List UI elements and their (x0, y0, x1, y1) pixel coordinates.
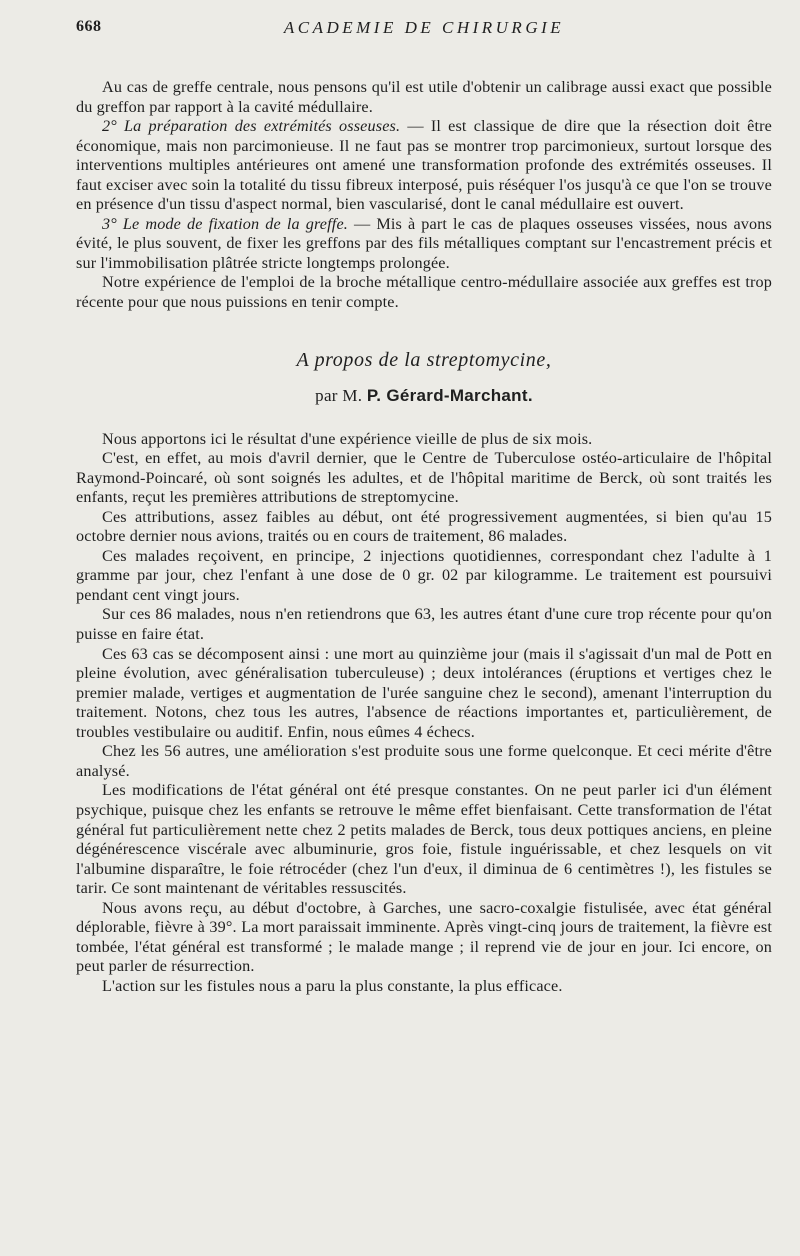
paragraph: C'est, en effet, au mois d'avril dernier, que le Centre de Tuberculose ostéo-articulaire de l'hôpital Raymond-Poincaré, où sont soignés les adultes, et de l'hôpital maritime de Berck, où sont traités les enfants, reçut les premières attributions de streptomycine. (76, 449, 772, 507)
paragraph: Ces 63 cas se décomposent ainsi : une mort au quinzième jour (mais il s'agissait d'un mal de Pott en pleine évolution, avec généralisation tuberculeuse) ; deux intolérances (éruptions et vertiges chez le premier malade, vertiges et augmentation de l'urée sanguine chez le second), amenant l'interruption du traitement. Notons, chez tous les autres, l'absence de réactions importantes et, particulièrement, de troubles vestibulaire ou auditif. Enfin, nous eûmes 4 échecs. (76, 644, 772, 741)
paragraph: Nous apportons ici le résultat d'une expérience vieille de plus de six mois. (102, 429, 593, 448)
paragraph: Ces attributions, assez faibles au début, ont été progressivement augmentées, si bien qu'au 15 octobre dernier nous avions, traités ou en cours de traitement, 86 malades. (76, 507, 772, 546)
paragraph-heading: 2° La préparation des extrémités osseuses. (102, 117, 401, 136)
paragraph: Nous avons reçu, au début d'octobre, à Garches, une sacro-coxalgie fistulisée, avec état général déplorable, fièvre à 39°. La mort paraissait imminente. Après vingt-cinq jours de traitement, la fièvre est tombée, l'état général est transformé ; le malade mange ; il reprend vie de jour en jour. Ici encore, on peut parler de résurrection. (76, 898, 772, 976)
paragraph: 3° Le mode de fixation de la greffe. — Mis à part le cas de plaques osseuses vissées, nous avons évité, le plus souvent, de fixer les greffons par des fils métalliques comptant sur l'encastrement précis et sur l'immobilisation plâtrée stricte longtemps prolongée. (76, 214, 772, 272)
page-number: 668 (76, 18, 102, 35)
previous-article-conclusion (76, 78, 772, 313)
article-body (76, 430, 772, 997)
paragraph: L'action sur les fistules nous a paru la plus constante, la plus efficace. (102, 976, 563, 995)
paragraph: Sur ces 86 malades, nous n'en retiendrons que 63, les autres étant d'une cure trop récente pour qu'on puisse en faire état. (76, 605, 772, 644)
journal-title: ACADEMIE DE CHIRURGIE (283, 18, 565, 37)
paragraph: Ces malades reçoivent, en principe, 2 injections quotidiennes, correspondant chez l'adulte à 1 gramme par jour, chez l'enfant à une dose de 0 gr. 02 par kilogramme. Le traitement est poursuivi pendant cent vingt jours. (76, 546, 772, 604)
running-header (76, 18, 772, 44)
paragraph: Chez les 56 autres, une amélioration s'est produite sous une forme quelconque. Et ceci mérite d'être analysé. (76, 742, 772, 780)
author-name: P. Gérard-Marchant. (366, 385, 533, 405)
article-title: A propos de la streptomycine, (296, 348, 552, 371)
paragraph-heading: 3° Le mode de fixation de la greffe. (102, 214, 348, 233)
paragraph: Au cas de greffe centrale, nous pensons qu'il est utile d'obtenir un calibrage aussi exact que possible du greffon par rapport à la cavité médullaire. (76, 78, 772, 116)
paragraph: Les modifications de l'état général ont été presque constantes. On ne peut parler ici d'un élément psychique, puisque chez les enfants se retrouve le même effet bienfaisant. Cette transformation de l'état général fut particulièrement nette chez 2 petits malades de Berck, tous deux pottiques anciens, en pleine dégénérescence viscérale avec albuminurie, gros foie, fistule inguérissable, et chez lesquels on vit l'albumine disparaître, le foie rétrocéder (chez l'un d'eux, il diminua de 6 centimètres !), les fistules se tarir. Ce sont maintenant de véritables ressuscités. (76, 781, 772, 898)
paragraph: 2° La préparation des extrémités osseuses. — Il est classique de dire que la résection doit être économique, mais non parcimonieuse. Il ne faut pas se montrer trop parcimonieux, surtout lorsque des interventions multiples antérieures ont amené une transformation profonde des extrémités osseuses. Il faut exciser avec soin la totalité du tissu fibreux interposé, puis réséquer l'os jusqu'à ce que l'on se trouve en présence d'un tissu d'aspect normal, bien vascularisé, dont le canal médullaire est ouvert. (76, 117, 772, 214)
article-byline (76, 386, 772, 406)
paragraph: Notre expérience de l'emploi de la broche métallique centro-médullaire associée aux greffes est trop récente pour que nous puissions en tenir compte. (76, 273, 772, 312)
byline-prefix: par M. (315, 385, 363, 405)
